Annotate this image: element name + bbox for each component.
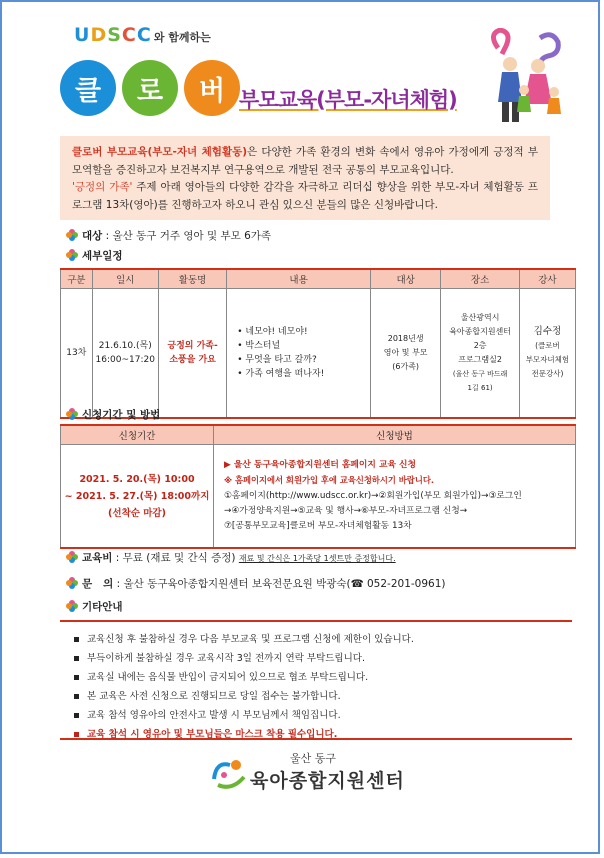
col-contents: 내용 (227, 269, 371, 289)
intro-program: 클로버 부모교육(부모-자녀 체험활동) (72, 146, 248, 158)
cell-no: 13차 (61, 289, 93, 419)
col-place: 장소 (441, 269, 520, 289)
notes-box (60, 620, 572, 740)
flower-icon (66, 551, 78, 563)
schedule-heading: 세부일정 (66, 248, 123, 263)
flower-icon (66, 229, 78, 241)
list-item: 본 교육은 사전 신청으로 진행되므로 당일 접수는 불가합니다. (74, 687, 572, 706)
center-name-2: 육아종합지원센터 (250, 770, 405, 792)
list-item: 부득이하게 불참하실 경우 교육시작 3일 전까지 연락 부탁드립니다. (74, 649, 572, 668)
col-method: 신청방법 (214, 425, 576, 445)
col-target: 대상 (370, 269, 440, 289)
center-logo (210, 750, 405, 793)
with-text: 와 함께하는 (153, 31, 211, 44)
target-line (66, 228, 271, 243)
cell-date: 21.6.10.(목) 16:00~17:20 (92, 289, 158, 419)
col-date: 일시 (92, 269, 158, 289)
table-row (61, 445, 576, 549)
clover-circles (60, 60, 240, 116)
center-name-1: 울산 동구 (290, 752, 337, 765)
flower-icon (66, 577, 78, 589)
table-row (61, 289, 576, 419)
fee-line: 교육비 : 무료 (재료 및 간식 증정) 재료 및 간식은 1가족당 1셋트만 증정합니다. (66, 550, 396, 565)
col-period: 신청기간 (61, 425, 214, 445)
intro-box (60, 136, 550, 220)
col-no: 구분 (61, 269, 93, 289)
cell-contents: • 네모야! 네모야! • 박스터널 • 무엇을 타고 갈까? • 가족 여행을 떠나자! (227, 289, 371, 419)
list-item-mask: 교육 참석 시 영유아 및 부모님들은 마스크 착용 필수입니다. (74, 725, 572, 744)
circle-3: 버 (184, 60, 240, 116)
flower-icon (66, 408, 78, 420)
col-activity: 활동명 (158, 269, 226, 289)
cell-teacher: 김수정 (클로버 부모자녀체험 전문강사) (519, 289, 575, 419)
intro-text-1: 은 다양한 가족 환경의 변화 속에서 영유아 가정에게 긍정적 부모역할을 증진하고자 보건복지부 연구용역으로 개발된 전국 공통의 부모교육입니다. (72, 146, 538, 176)
fee-note: 재료 및 간식은 1가족당 1셋트만 증정합니다. (238, 554, 396, 563)
intro-theme: '긍정의 가족' (72, 181, 133, 193)
list-item: 교육 참석 영유아의 안전사고 발생 시 부모님께서 책임집니다. (74, 706, 572, 725)
cell-method: ▶ 울산 동구육아종합지원센터 홈페이지 교육 신청 ※ 홈페이지에서 회원가입 후에 교육신청하시기 바랍니다. ①홈페이지(http://www.udscc.or.kr)→②회원가입(부모 회원가입)→③로그인 →④가정양육지원→⑤교육 및 행사→⑥부모-자녀프로그램 신청→ ⑦[공통부모교육]클로버 부모-자녀체험활동 13차 (214, 445, 576, 549)
col-teacher: 강사 (519, 269, 575, 289)
page-title: 부모교육(부모-자녀체험) (239, 88, 457, 112)
cell-period: 2021. 5. 20.(목) 10:00 ~ 2021. 5. 27.(목) 18:00까지 (선착순 마감) (61, 445, 214, 549)
cell-target: 2018년생 영아 및 부모 (6가족) (370, 289, 440, 419)
center-logo-icon (210, 755, 250, 789)
target-label: 대상 (82, 230, 103, 242)
udscc-logo: UDSCC 와 함께하는 (74, 24, 211, 46)
circle-2: 로 (122, 60, 178, 116)
apply-heading: 신청기간 및 방법 (66, 407, 160, 422)
list-item: 교육신청 후 불참하실 경우 다음 부모교육 및 프로그램 신청에 제한이 있습니다. (74, 630, 572, 649)
cell-place: 울산광역시 육아종합지원센터 2층 프로그램실2 (울산 동구 바드래 1길 61) (441, 289, 520, 419)
list-item: 교육실 내에는 음식물 반입이 금지되어 있으므로 협조 부탁드립니다. (74, 668, 572, 687)
intro-text-2: 주제 아래 영아들의 다양한 감각을 자극하고 리더십 향상을 위한 부모-자녀 체험활동 프로그램 13차(영아)를 진행하고자 하오니 관심 있으신 분들의 많은 신청바랍니다. (72, 181, 538, 211)
flower-icon (66, 249, 78, 261)
cell-activity: 긍정의 가족- 소풍을 가요 (158, 289, 226, 419)
flower-icon (66, 600, 78, 612)
schedule-table (60, 268, 576, 419)
family-illustration-icon (480, 28, 570, 128)
contact-line: 문 의 : 울산 동구육아종합지원센터 보육전문요원 박광숙(☎ 052-201-0961) (66, 576, 446, 591)
apply-table (60, 424, 576, 549)
etc-heading: 기타안내 (66, 599, 123, 614)
circle-1: 클 (60, 60, 116, 116)
target-value: : 울산 동구 거주 영아 및 부모 6가족 (102, 230, 272, 242)
